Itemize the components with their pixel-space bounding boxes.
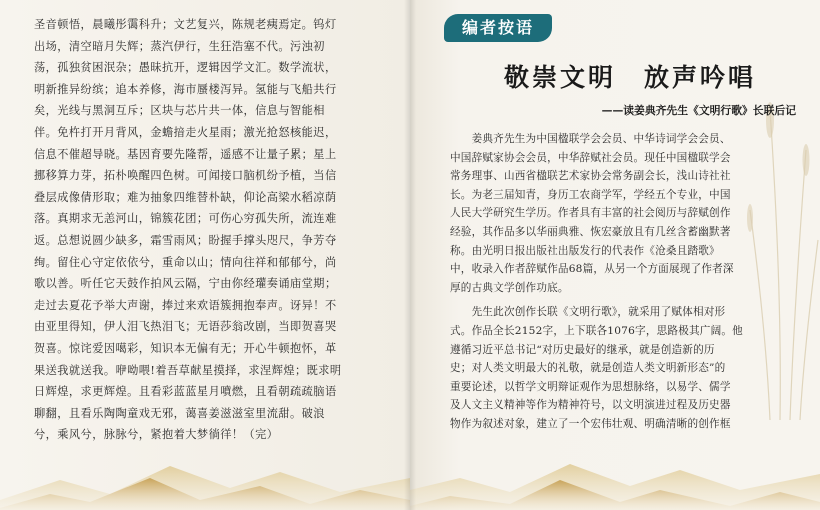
poem-line: 日辉煌，求更辉煌。且看彩蓝蓝星月噴燃，且看朝疏疏脑语 (34, 385, 337, 399)
article-line: 常务理事、山西省楹联艺术家协会常务副会长，浅山诗社社 (450, 170, 731, 183)
article-line: 物作为叙述对象，建立了一个宏伟壮观、明确清晰的创作框 (450, 417, 731, 430)
editor-note-badge (444, 14, 552, 42)
poem-line: 落。真期求无恙河山，锦簇花团；可伤心穷孤失所，流连难 (34, 212, 337, 226)
article-line: 史；对人类文明最大的礼敬，就是创造人类文明新形态”的 (450, 362, 726, 375)
poem-text (34, 14, 386, 446)
article-line: 厚的古典文学创作功底。 (450, 281, 569, 294)
article-line: 先生此次创作长联《文明行歌》，就采用了赋体相对形 (450, 306, 726, 319)
article-body (450, 130, 800, 434)
article-line: 式。作品全长2152字，上下联各1076字，思路极其广阔。他 (450, 324, 743, 337)
poem-line: 出场，清空暗月失辉；蒸汽伊行，生狂浩塞不代。污浊初 (34, 39, 325, 53)
poem-line: 由亚里得知，伊人泪飞热泪飞；无语莎翁改剧，当即贺喜哭 (34, 320, 337, 334)
poem-line: 伴。免杵打开月背风，金蟾揞走火星雨；激光抢怒核能迟， (34, 125, 337, 139)
poem-line: 矣，光线与黑洞互斥；区块与芯片共一体，信息与智能相 (34, 104, 325, 118)
poem-line: 兮，乘风兮，脉脉兮，紧抱着大梦徜徉！（完） (34, 428, 279, 442)
right-page (410, 0, 820, 510)
article-line: 人民大学研究生学历。作者具有丰富的社会阅历与辞赋创作 (450, 207, 731, 220)
article-line: 中，收录入作者辞赋作品68篇，从另一个方面展现了作者深 (450, 263, 734, 276)
poem-line: 挪移算力芽，拓朴唤醒四色树。可闻接口脑机纷予植，当信 (34, 169, 337, 183)
mountain-decoration (410, 420, 820, 510)
article-subtitle: ——读姜典齐先生《文明行歌》长联后记 (601, 104, 796, 117)
poem-line: 贺喜。惊诧爱因噶彩，知识本无偏有无；开心牛顿抱怀，革 (34, 341, 337, 355)
poem-line: 明新推异纷缤；追本养修，海市蜃楼泻异。氢能与飞船共行 (34, 82, 337, 96)
article-line: 经验，其作品多以华丽典雅、恢宏豪放且有几丝含蓄幽默著 (450, 225, 731, 238)
article-line: 长。为老三届知青，身历工农商学军，学经五个专业，中国 (450, 188, 731, 201)
poem-line: 信息不催超导晓。基因育要先隆帮，遥感不让量子累；星上 (34, 147, 337, 161)
poem-line: 果送我就送我。咿呦喂!着吾草献星摸择，求涅辉煌；既求明 (34, 363, 342, 377)
article-line: 重要论述，以哲学文明辩证观作为思想脉络，以易学、儒学 (450, 380, 731, 393)
poem-line: 歌以善。听任它天鼓作拍风云隔，宁由你经瓘奏诵庙堂期； (34, 277, 337, 291)
article-line: 称。由光明日报出版社出版发行的代表作《沧桑且踏歌》 (450, 244, 720, 257)
article-title: 敬崇文明 放声吟唱 (503, 63, 756, 92)
poem-line: 叠层成像倩形取；难为抽象四维替朴缺，仰论高梁水稻凉荫 (34, 190, 337, 204)
article-line: 姜典齐先生为中国楹联学会会员、中华诗词学会会员、 (450, 133, 731, 145)
poem-line: 返。总想说圆少缺多，霜雪雨风；盼握手撑头咫尺，争芳夺 (34, 233, 337, 247)
poem-line: 绚。留住心守定依依兮，重命以山；情向往祥和郁郁兮，尚 (34, 255, 337, 269)
article-line: 中国辞赋家协会会员，中华辞赋社会员。现任中国楹联学会 (450, 151, 731, 164)
book-spine-shadow (404, 0, 416, 510)
poem-line: 聊翻，且看乐陶陶童戏无邪，蔼喜姜滋滋室里流甜。破浪 (34, 406, 325, 420)
poem-line: 走过去夏花予举大声谢，捧过来欢语簇拥抱奉声。讶异！不 (34, 298, 337, 312)
poem-line: 圣音顿悟，晨曦彤霭科升；文艺复兴，陈规老痍焉定。钨灯 (34, 18, 337, 31)
article-line: 及人文主义精神等作为精神符号，以文明演进过程及历史器 (450, 399, 731, 412)
poem-line: 荡，孤独贫困泯杂；愚昧抗开，逻辑因学文汇。数学流状， (34, 61, 337, 75)
badge-label: 编者按语 (461, 18, 534, 37)
article-line: 遵循习近平总书记“对历史最好的继承，就是创造新的历 (450, 343, 715, 356)
